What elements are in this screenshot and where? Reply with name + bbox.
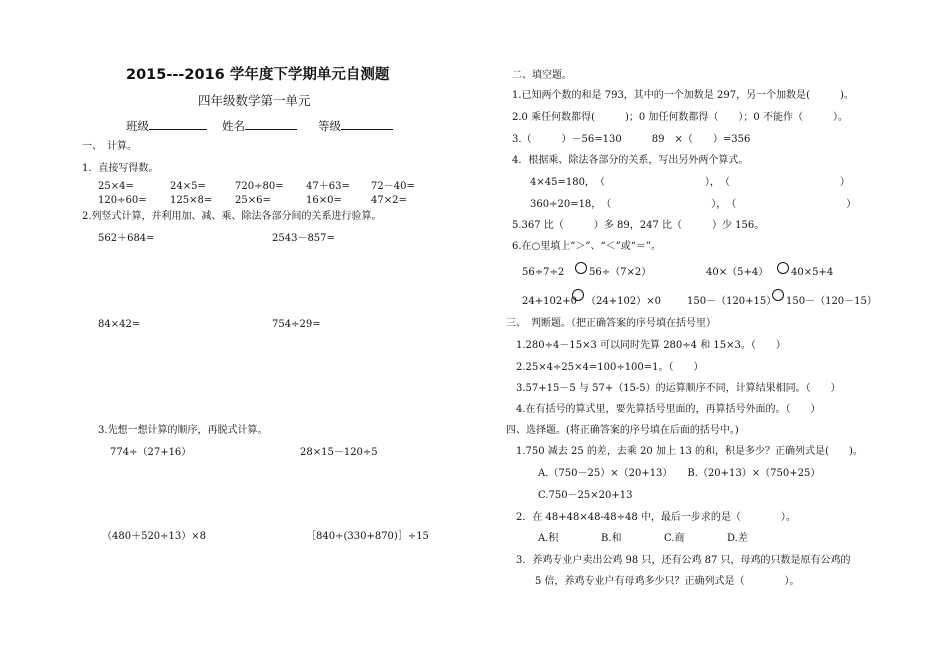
fill-question: 6.在○里填上“＞”、“＜”或“＝”。 — [512, 241, 661, 252]
page-subtitle: 四年级数学第一单元 — [198, 93, 311, 108]
compare-left: 150－（120+15） — [687, 296, 777, 307]
oral-item: 16×0= — [306, 195, 342, 206]
section-2-heading: 二、填空题。 — [512, 70, 572, 81]
choice-option: D.差 — [727, 533, 748, 544]
name-blank[interactable] — [245, 118, 297, 130]
class-field[interactable] — [126, 118, 207, 133]
choice-options: A.（750－25）×（20+13） B.（20+13）×（750+25） — [538, 468, 821, 479]
compare-right: 40×5+4 — [791, 267, 834, 278]
question-1-3: 3.先想一想计算的顺序，再脱式计算。 — [98, 425, 268, 436]
fill-question: 5.367 比（ ）多 89，247 比（ ）少 156。 — [512, 220, 765, 231]
judge-question: 3.57+15－5 与 57+（15-5）的运算顺序不同，计算结果相同。（ ） — [516, 383, 841, 394]
section-4-heading: 四、选择题。(将正确答案的序号填在后面的括号中。) — [506, 425, 739, 436]
fill-question: 2.0 乘任何数都得( )；0 加任何数都得（ ）；0 不能作（ ）。 — [512, 112, 848, 123]
choice-question: 2．在 48+48×48-48÷48 中，最后一步求的是（ ）。 — [516, 512, 796, 523]
compare-circle[interactable] — [777, 262, 789, 274]
oral-item: 25×6= — [235, 195, 271, 206]
compare-circle[interactable] — [772, 289, 784, 301]
stepwise-item: 774÷（27+16） — [110, 447, 192, 458]
section-3-heading: 三、 判断题。（把正确答案的序号填在括号里） — [506, 318, 716, 329]
choice-option: B.和 — [601, 533, 622, 544]
oral-item: 720÷80= — [235, 181, 284, 192]
oral-item: 24×5= — [170, 181, 206, 192]
vertical-calc-item: 754÷29= — [272, 319, 321, 330]
fill-question-sub: 360÷20=18， （ ）， （ ） — [530, 199, 857, 210]
stepwise-item: 28×15－120÷5 — [300, 447, 378, 458]
grade-label: 等级 — [318, 119, 341, 133]
compare-circle[interactable] — [572, 289, 584, 301]
choice-question: 3．养鸡专业户卖出公鸡 98 只，还有公鸡 87 只，母鸡的只数是原有公鸡的 — [516, 555, 851, 566]
compare-left: 40×（5+4） — [706, 267, 769, 278]
name-field[interactable] — [222, 118, 297, 133]
page-title: 2015---2016 学年度下学期单元自测题 — [126, 67, 390, 83]
compare-right: （24+102）×0 — [586, 296, 661, 307]
section-1-heading: 一、 计算。 — [82, 141, 137, 152]
grade-field[interactable] — [318, 118, 393, 133]
grade-blank[interactable] — [341, 118, 393, 130]
compare-right: 56÷（7×2） — [589, 267, 652, 278]
class-blank[interactable] — [149, 118, 207, 130]
compare-circle[interactable] — [575, 262, 587, 274]
oral-item: 25×4= — [98, 181, 134, 192]
choice-question: 1.750 减去 25 的差，去乘 20 加上 13 的和，积是多少？正确列式是( )。 — [516, 446, 863, 457]
oral-item: 72－40= — [371, 181, 415, 192]
compare-left: 56÷7÷2 — [522, 267, 565, 278]
fill-question: 3.（ ）－56=130 89 ×（ ）=356 — [512, 134, 751, 145]
fill-question-sub: 4×45=180， （ ）， （ ） — [530, 177, 850, 188]
compare-right: 150－（120－15） — [786, 296, 877, 307]
judge-question: 2.25×4÷25×4=100÷100=1。（ ） — [516, 362, 704, 373]
choice-option: C.商 — [664, 533, 685, 544]
oral-item: 120÷60= — [98, 195, 147, 206]
judge-question: 4.在有括号的算式里，要先算括号里面的，再算括号外面的。（ ） — [516, 404, 821, 415]
oral-item: 47＋63= — [306, 181, 350, 192]
question-1-2: 2.列竖式计算，并利用加、减、乘、除法各部分间的关系进行验算。 — [82, 211, 382, 222]
name-label: 姓名 — [222, 119, 245, 133]
stepwise-item: （480＋520÷13）×8 — [102, 531, 207, 542]
choice-option: A.积 — [538, 533, 559, 544]
oral-item: 47×2= — [371, 195, 407, 206]
fill-question: 1.已知两个数的和是 793，其中的一个加数是 297，另一个加数是( )。 — [512, 90, 854, 101]
judge-question: 1.280÷4－15×3 可以同时先算 280÷4 和 15×3。（ ） — [516, 340, 786, 351]
class-label: 班级 — [126, 119, 149, 133]
choice-option: C.750－25×20+13 — [538, 490, 633, 501]
question-1-1: 1．直接写得数。 — [82, 163, 159, 174]
choice-question-cont: 5 倍，养鸡专业户有母鸡多少只？正确列式是（ ）。 — [535, 576, 800, 587]
fill-question: 4．根据乘、除法各部分的关系，写出另外两个算式。 — [512, 155, 749, 166]
oral-item: 125×8= — [170, 195, 213, 206]
vertical-calc-item: 2543－857= — [272, 233, 335, 244]
vertical-calc-item: 562＋684= — [98, 233, 155, 244]
vertical-calc-item: 84×42= — [98, 319, 141, 330]
compare-left: 24+102+0 — [522, 296, 577, 307]
stepwise-item: ［840÷(330+870)］÷15 — [306, 531, 429, 542]
